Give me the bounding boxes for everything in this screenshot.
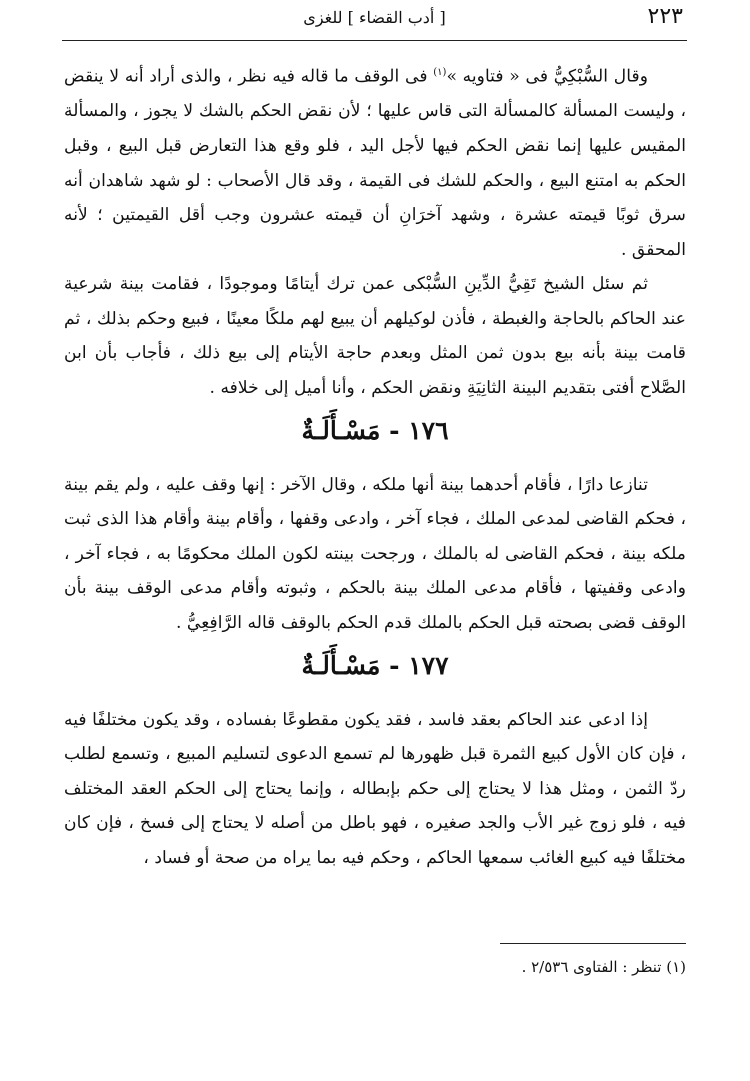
footnote: (١) تنظر : الفتاوى ٢/٥٣٦ . xyxy=(521,958,686,976)
page-body xyxy=(64,56,686,876)
paragraph-subki-fatawa xyxy=(64,56,686,267)
footnote-divider xyxy=(500,943,686,944)
page-number: ٢٢٣ xyxy=(647,4,683,29)
footnote-marker: (١) xyxy=(433,67,447,78)
section-heading-177: ١٧٧ - مَسْـأَلَـةٌ xyxy=(301,650,449,680)
paragraph-taqi-al-din: ثم سئل الشيخ تَقِيُّ الدِّينِ السُّبْكى عمن ترك أيتامًا وموجودًا ، فقامت بينة شرعية عند الحاكم بالحاجة والغبطة ، فأذن لوكيلهم أن يبيع لهم ملكًا معينًا ، فبيع وحكم بذلك ، ثم قامت بينة بأنه بيع بدون ثمن المثل وبعدم حاجة الأيتام إلى بيع ذلك ، فأجاب بأن ابن الصَّلاح أفتى بتقديم البينة الثانِيَةِ ونقض الحكم ، وأنا أميل إلى خلافه . xyxy=(64,274,686,399)
paragraph-masala-177: إذا ادعى عند الحاكم بعقد فاسد ، فقد يكون مقطوعًا بفساده ، وقد يكون مختلفًا فيه ، فإن كان الأول كبيع الثمرة قبل ظهورها لم تسمع الدعوى لتسليم المبيع ، وتسمع لطلب ردّ الثمن ، ومثل هذا لا يحتاج إلى حكم بإبطاله ، وإنما يحتاج إلى الحكم العقد المختلف فيه ، فلو زوج غير الأب والجد صغيره ، فهو باطل من أصله لا يحتاج إلى فسخ ، فإن كان مختلفًا فيه كبيع الغائب سمعها الحاكم ، وحكم فيه بما يراه من صحة أو فساد ، xyxy=(64,709,686,869)
paragraph-text: وقال السُّبْكِيُّ فى « فتاويه » xyxy=(446,66,649,87)
page-header xyxy=(62,0,687,40)
paragraph-text: فى الوقف ما قاله فيه نظر ، والذى أراد أنه لا ينقض ، وليست المسألة كالمسألة التى قاس عليها ؛ لأن نقض الحكم بالشك لا يجوز ، والمسألة المقيس عليها إنما نقض الحكم فيها لأجل اليد ، فلو وقع هذا التعارض قبل البيع ، وقبل الحكم به امتنع البيع ، والحكم للشك فى القيمة ، وقد قال الأصحاب : لو شهد شاهدان أنه سرق ثوبًا قيمته عشرة ، وشهد آخرَانِ أن قيمته عشرون وجب أقل القيمتين ؛ لأنه المحقق . xyxy=(64,66,686,260)
header-divider xyxy=(62,40,687,41)
paragraph-masala-176: تنازعا دارًا ، فأقام أحدهما بينة أنها ملكه ، وقال الآخر : إنها وقف عليه ، ولم يقم بينة ، فحكم القاضى لمدعى الملك ، فجاء آخر ، وادعى وقفها ، وأقام بينة وأقام هذا الذى ثبت ملكه بينة ، فحكم القاضى له بالملك ، ورجحت بينته لكون الملك محكومًا به ، فجاء آخر ، وادعى وقفيتها ، فأقام مدعى الملك بينة بالحكم ، وثبوته وأقام مدعى الوقف بينة بأن الوقف قضى بصحته قبل الحكم بالملك قدم الحكم بالوقف قاله الرَّافِعِيُّ . xyxy=(64,474,686,634)
section-heading-176: ١٧٦ - مَسْـأَلَـةٌ xyxy=(301,415,449,445)
running-title: [ أدب القضاء ] للغزى xyxy=(303,8,446,27)
